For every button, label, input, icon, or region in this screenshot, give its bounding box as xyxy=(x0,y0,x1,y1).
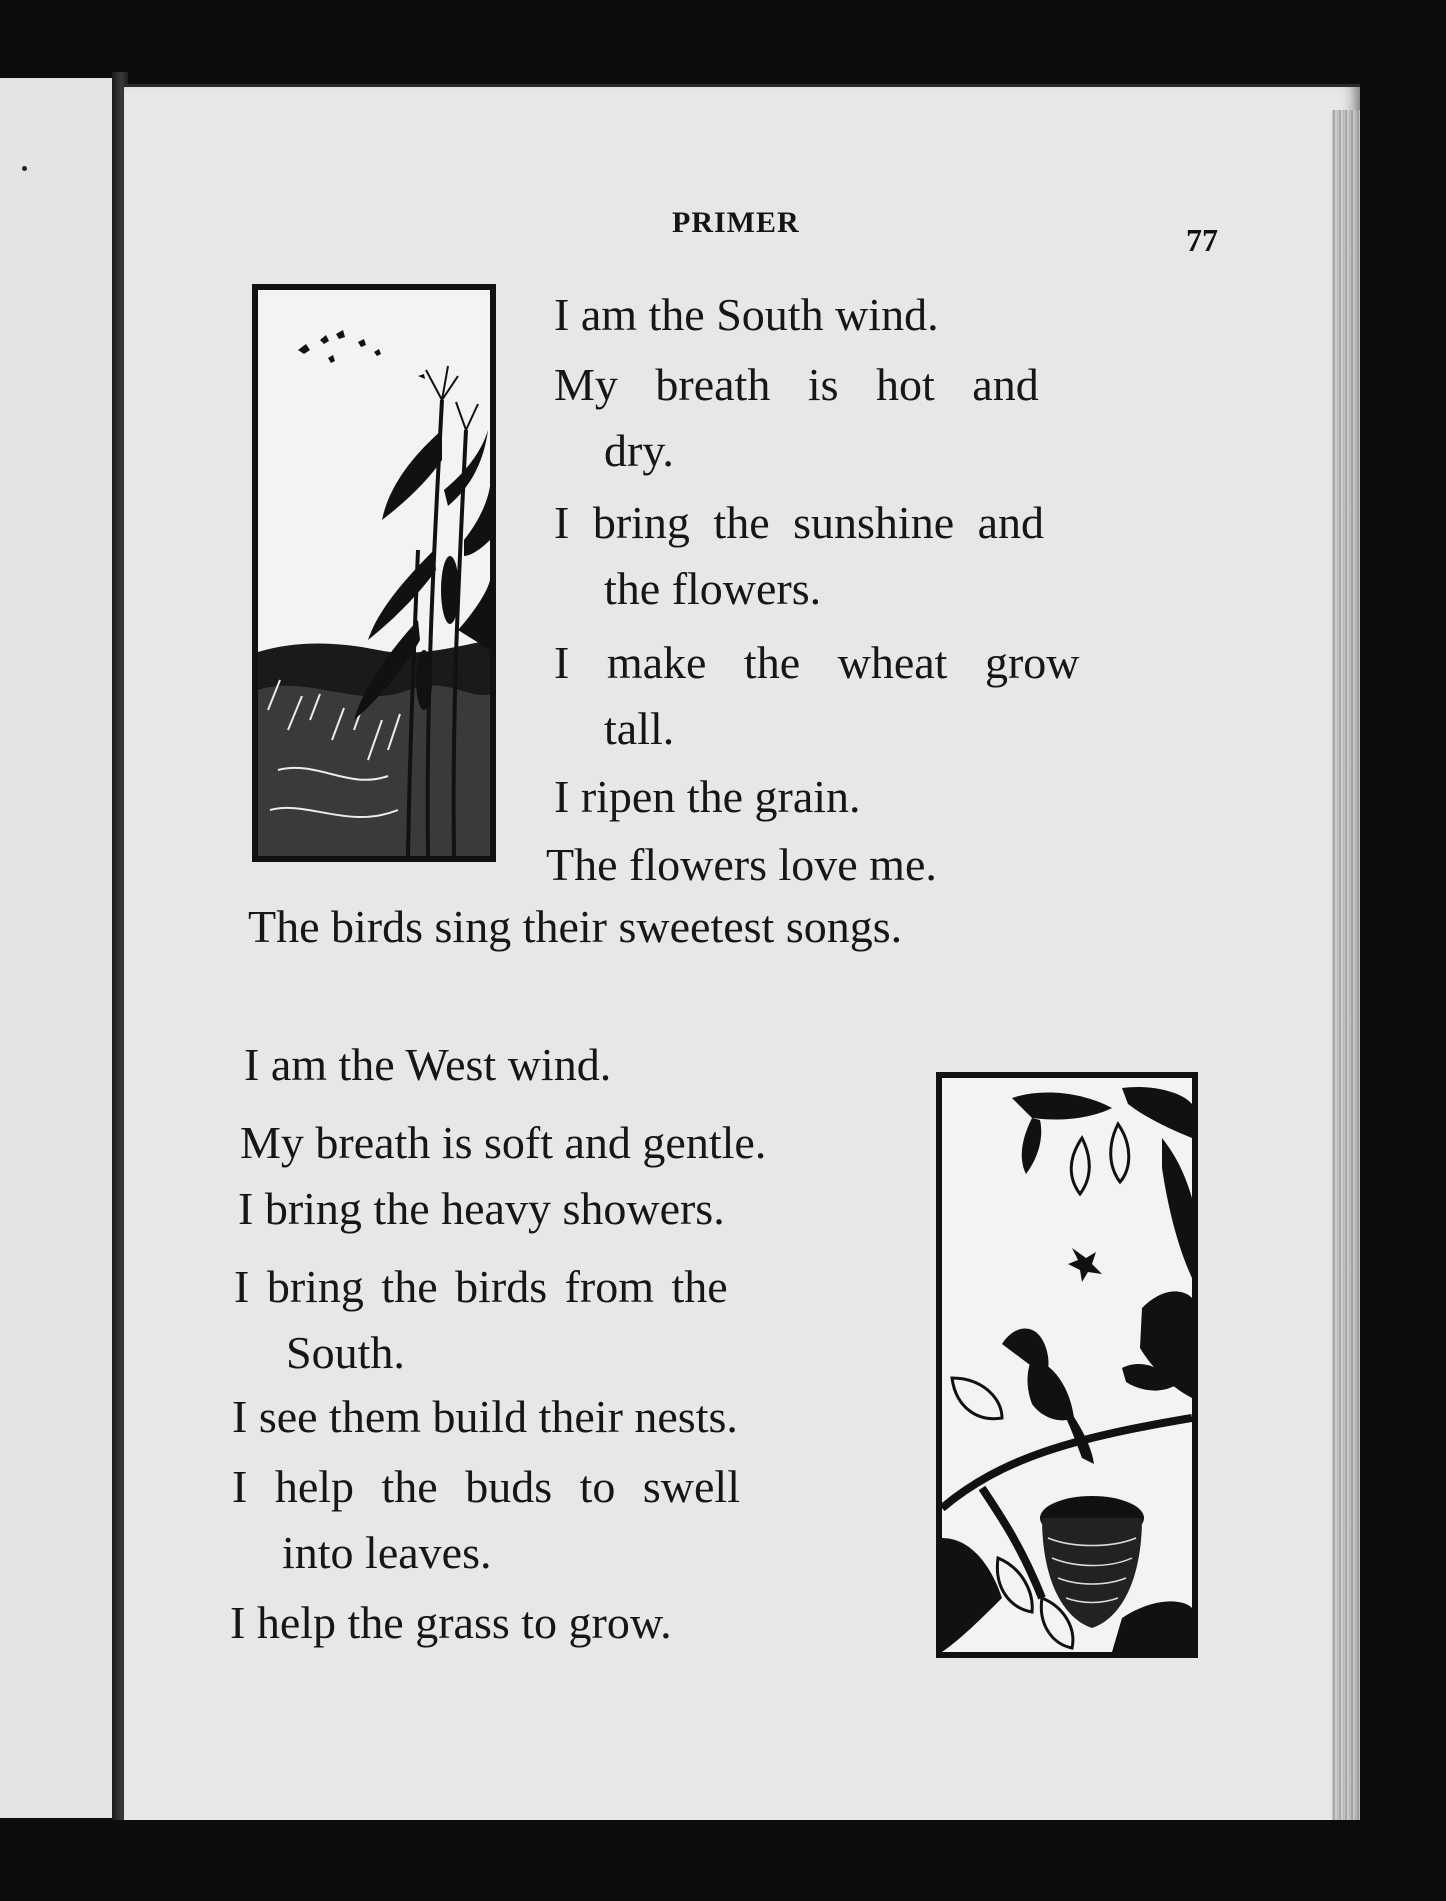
facing-page-edge xyxy=(0,78,116,1818)
corn-field-icon xyxy=(258,290,490,856)
verse-line: the flowers. xyxy=(604,563,822,614)
verse-line-text: I make the wheat grow xyxy=(554,637,1080,688)
verse-line: dry. xyxy=(604,425,674,476)
verse-line: The birds sing their sweetest songs. xyxy=(248,901,903,952)
verse-line: into leaves. xyxy=(282,1527,492,1578)
running-title: PRIMER xyxy=(672,206,800,239)
verse-line-text: My breath is hot and xyxy=(554,359,1039,410)
verse-line-text: I help the buds to swell xyxy=(232,1461,740,1512)
ink-speck xyxy=(22,166,27,171)
verse-line: The flowers love me. xyxy=(546,839,937,890)
verse-line: I bring the heavy showers. xyxy=(238,1183,725,1234)
verse-line xyxy=(554,637,1080,688)
verse-line: I ripen the grain. xyxy=(554,771,861,822)
verse-line: I am the West wind. xyxy=(244,1039,612,1090)
page-number: 77 xyxy=(1186,222,1218,258)
corn-field-illustration xyxy=(252,284,496,862)
verse-line-text: I bring the birds from the xyxy=(234,1261,728,1312)
page-stack-edge xyxy=(1332,110,1360,1840)
bird-nest-illustration xyxy=(936,1072,1198,1658)
verse-line xyxy=(232,1461,740,1512)
verse-line xyxy=(554,497,1045,548)
verse-line: I help the grass to grow. xyxy=(230,1597,672,1648)
verse-line: tall. xyxy=(604,703,675,754)
bird-nest-icon xyxy=(942,1078,1192,1652)
verse-line-text: I bring the sunshine and xyxy=(554,497,1045,548)
bottom-shadow xyxy=(80,1820,1380,1901)
verse-line: My breath is soft and gentle. xyxy=(240,1117,767,1168)
verse-line: South. xyxy=(286,1327,405,1378)
verse-line: I am the South wind. xyxy=(554,289,939,340)
verse-line xyxy=(234,1261,728,1312)
verse-line: I see them build their nests. xyxy=(232,1391,738,1442)
verse-line xyxy=(554,359,1214,410)
